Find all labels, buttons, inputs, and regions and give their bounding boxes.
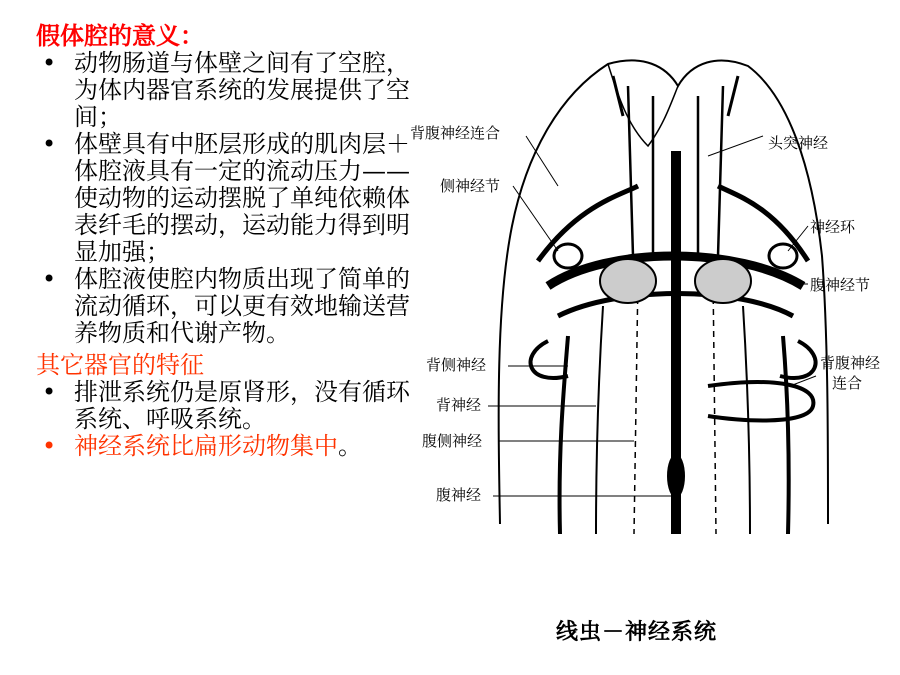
label-nerve-ring: 神经环 [810,218,856,236]
label-dorsal-ventral-commissure-2a: 背腹神经 [820,354,881,372]
bullet-dot: • [42,265,57,293]
bullet-list-organs [36,379,411,460]
bullet-item [36,131,411,266]
label-ventral-ganglion: 腹神经节 [810,276,871,294]
heading-other-organs: 其它器官的特征 [36,351,204,379]
text-column [36,22,411,460]
label-ventrolateral-nerve: 腹侧神经 [422,432,483,450]
bullet-dot: • [42,130,57,158]
label-dorsolateral-nerve: 背侧神经 [426,356,487,374]
label-ventral-nerve: 腹神经 [436,486,482,504]
bullet-item [36,379,411,433]
nematode-nervous-system-diagram [408,56,900,536]
bullet-dot: • [42,432,57,460]
bullet-item [36,50,411,131]
bullet-item [36,266,411,347]
label-dorsal-ventral-commissure: 背腹神经连合 [410,124,501,142]
bullet-text-tail: 。 [338,432,362,460]
bullet-text: 体壁具有中胚层形成的肌肉层＋体腔液具有一定的流动压力——使动物的运动摆脱了单纯依赖体表纤毛的摆动，运动能力得到明显加强； [74,130,410,266]
bullet-text-highlight: 神经系统比扁形动物集中 [74,432,338,460]
label-cephalic-nerve: 头突神经 [768,134,829,152]
bullet-text: 体腔液使腔内物质出现了简单的流动循环，可以更有效地输送营养物质和代谢产物。 [74,265,410,347]
bullet-list-significance [36,50,411,347]
label-dorsal-nerve: 背神经 [436,396,482,414]
bullet-text: 动物肠道与体壁之间有了空腔，为体内器官系统的发展提供了空间； [74,49,410,131]
label-dorsal-ventral-commissure-2b: 连合 [832,374,863,392]
bullet-item-highlight [36,433,411,460]
label-lateral-ganglion: 侧神经节 [440,177,501,195]
heading-pseudocoelom: 假体腔的意义： [36,21,204,50]
bullet-text: 排泄系统仍是原肾形，没有循环系统、呼吸系统。 [74,378,410,433]
bullet-dot: • [42,378,57,406]
diagram-svg [408,56,900,536]
bullet-dot: • [42,49,57,77]
figure-caption: 线虫－神经系统 [556,620,718,645]
